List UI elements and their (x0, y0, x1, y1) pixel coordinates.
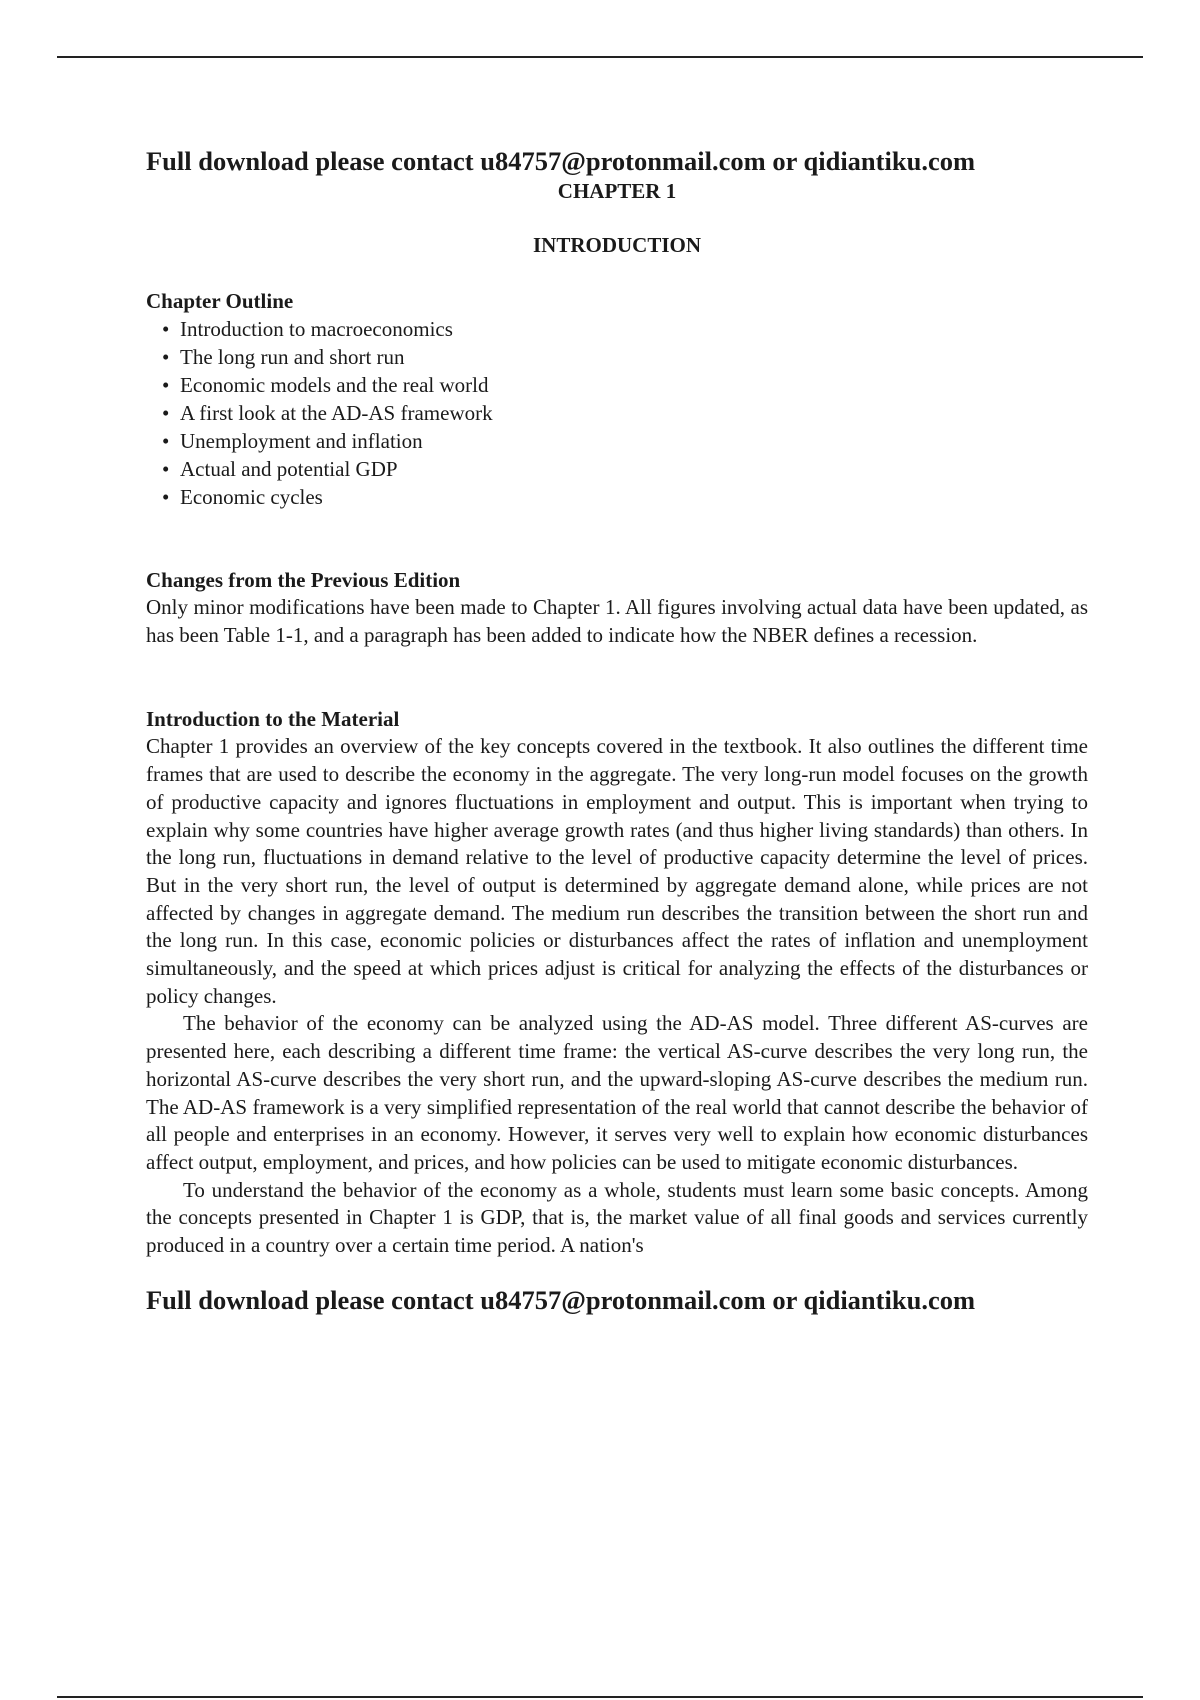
list-item (162, 371, 1088, 399)
list-item (162, 399, 1088, 427)
bullet-icon: • (162, 429, 170, 453)
download-promo-top: Full download please contact u84757@protonmail.com or qidiantiku.com (146, 146, 976, 176)
list-item-label: Actual and potential GDP (180, 457, 398, 481)
download-promo-bottom: Full download please contact u84757@protonmail.com or qidiantiku.com (146, 1284, 976, 1315)
list-item (162, 315, 1088, 343)
page-content (146, 145, 1088, 1316)
chapter-title: INTRODUCTION (532, 233, 702, 257)
bullet-icon: • (162, 401, 170, 425)
bullet-icon: • (162, 485, 170, 509)
list-item-label: Economic models and the real world (180, 373, 489, 397)
list-item-label: Unemployment and inflation (180, 429, 423, 453)
bottom-rule (57, 1696, 1143, 1698)
bullet-icon: • (162, 373, 170, 397)
list-item-label: A first look at the AD-AS framework (180, 401, 493, 425)
changes-paragraph: Only minor modifications have been made to Chapter 1. All figures involving actual data have been updated, as has been Table 1-1, and a paragraph has been added to indicate how the NBER defines a recession. (146, 595, 1088, 647)
list-item-label: Economic cycles (180, 485, 323, 509)
bullet-icon: • (162, 457, 170, 481)
list-item (162, 455, 1088, 483)
material-paragraph-1: Chapter 1 provides an overview of the key concepts covered in the textbook. It also outlines the different time frames that are used to describe the economy in the aggregate. The very long-run model focuses on the growth of productive capacity and ignores fluctuations in employment and output. This is important when trying to explain why some countries have higher average growth rates (and thus higher living standards) than others. In the long run, fluctuations in demand relative to the level of productive capacity determine the level of prices. But in the very short run, the level of output is determined by aggregate demand alone, while prices are not affected by changes in aggregate demand. The medium run describes the transition between the short run and the long run. In this case, economic policies or disturbances affect the rates of inflation and unemployment simultaneously, and the speed at which prices adjust is critical for analyzing the effects of the disturbances or policy changes. (146, 734, 1088, 1008)
list-item (162, 483, 1088, 511)
top-rule (57, 56, 1143, 58)
material-heading: Introduction to the Material (146, 707, 400, 732)
list-item-label: Introduction to macroeconomics (180, 317, 453, 341)
outline-heading: Chapter Outline (146, 289, 294, 313)
list-item (162, 427, 1088, 455)
list-item (162, 343, 1088, 371)
material-paragraph-3: To understand the behavior of the economy as a whole, students must learn some basic concepts. Among the concepts presented in Chapter 1 is GDP, that is, the market value of all final goods and services currently produced in a country over a certain time period. A nation's (146, 1177, 1088, 1258)
changes-heading: Changes from the Previous Edition (146, 568, 461, 592)
material-paragraph-2: The behavior of the economy can be analyzed using the AD-AS model. Three different AS-curves are presented here, each describing a different time frame: the vertical AS-curve describes the very long run, the horizontal AS-curve describes the very short run, and the upward-sloping AS-curve describes the medium run. The AD-AS framework is a very simplified representation of the real world that cannot describe the behavior of all people and enterprises in an economy. However, it serves very well to explain how economic disturbances affect output, employment, and prices, and how policies can be used to mitigate economic disturbances. (146, 1011, 1088, 1174)
bullet-icon: • (162, 345, 170, 369)
list-item-label: The long run and short run (180, 345, 405, 369)
chapter-label: CHAPTER 1 (557, 179, 677, 203)
chapter-outline-list (146, 315, 1088, 511)
bullet-icon: • (162, 317, 170, 341)
